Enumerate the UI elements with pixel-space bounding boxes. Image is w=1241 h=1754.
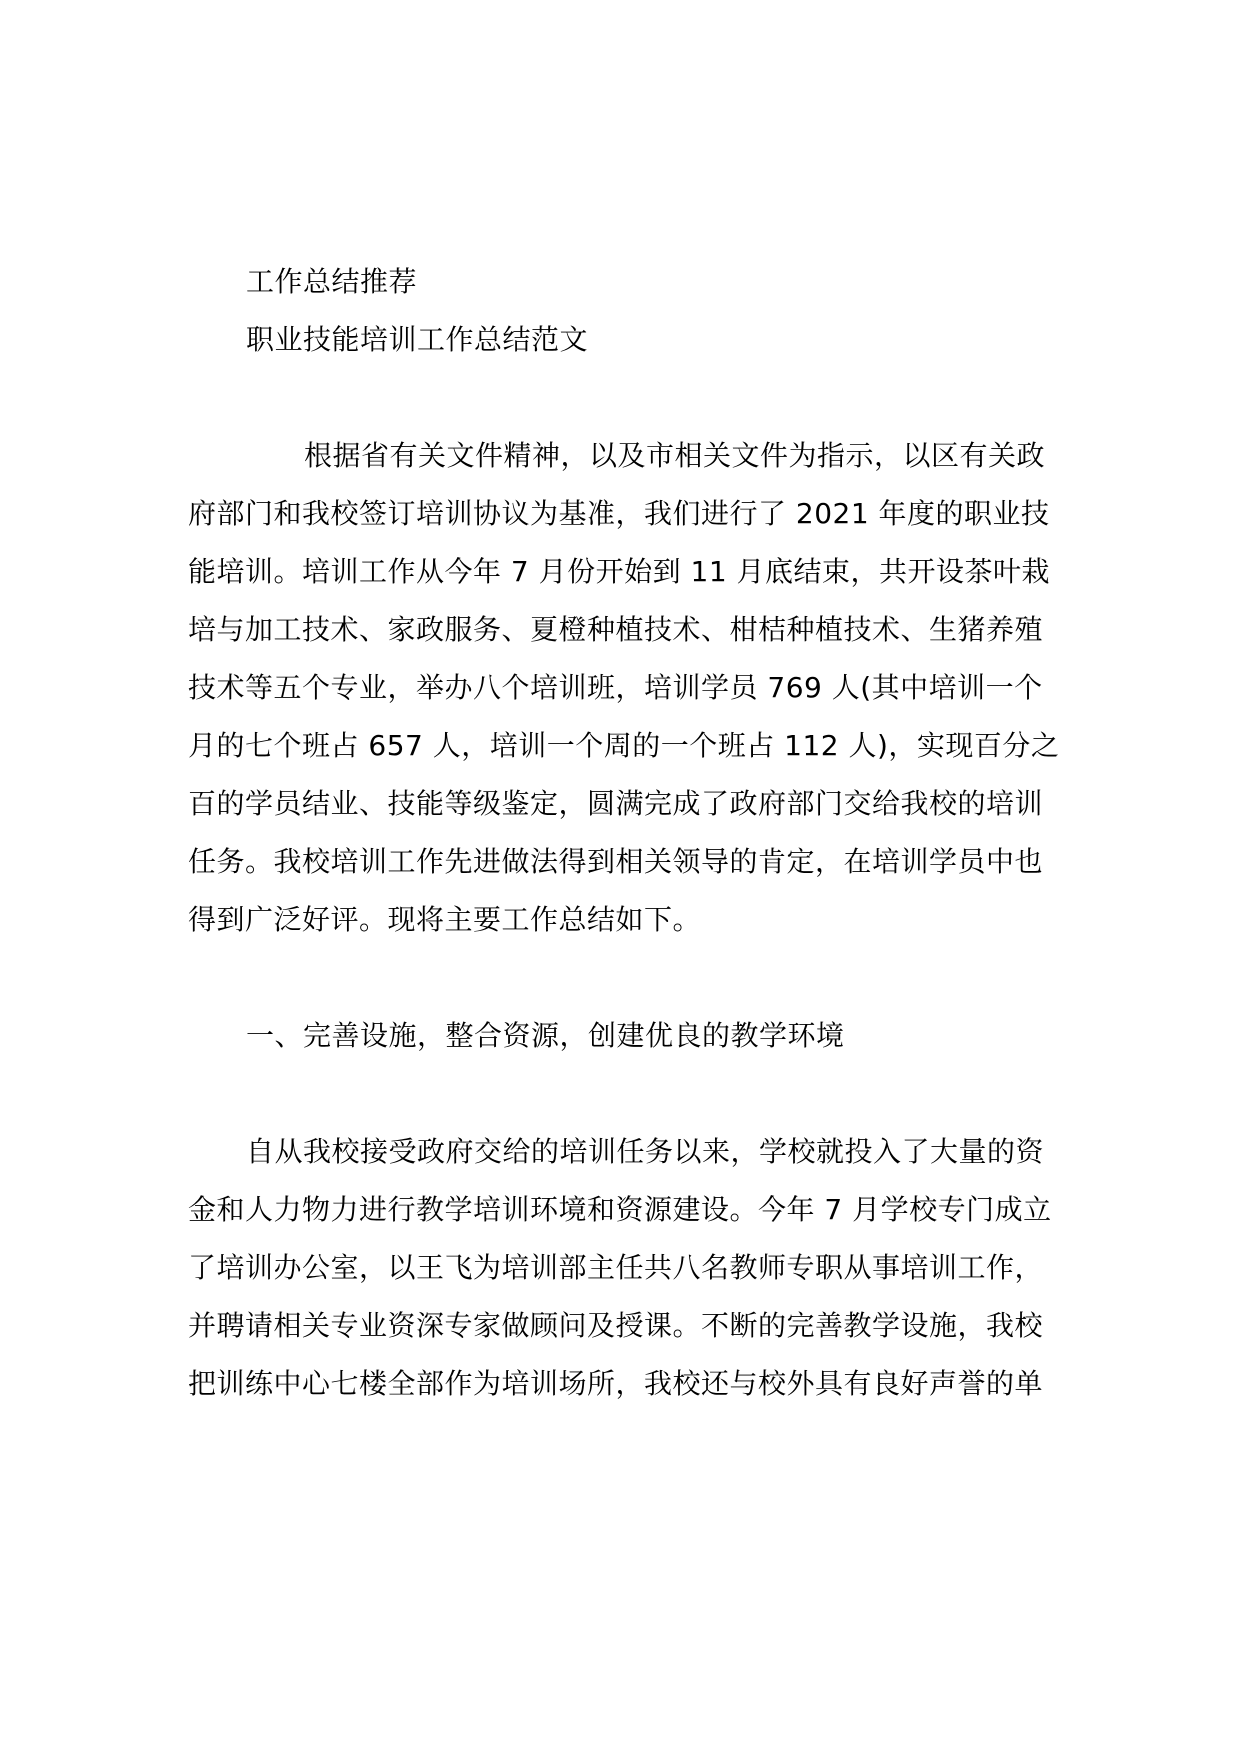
section-paragraph-line: 把训练中心七楼全部作为培训场所，我校还与校外具有良好声誉的单 (188, 1367, 1044, 1400)
intro-paragraph-line: 府部门和我校签订培训协议为基准，我们进行了 2021 年度的职业技 (188, 497, 1050, 530)
document-category-title: 工作总结推荐 (246, 265, 418, 298)
intro-paragraph-line: 得到广泛好评。现将主要工作总结如下。 (188, 903, 702, 936)
document-main-title: 职业技能培训工作总结范文 (246, 323, 589, 356)
section-paragraph-line: 并聘请相关专业资深专家做顾问及授课。不断的完善教学设施，我校 (188, 1309, 1044, 1342)
intro-paragraph-line: 技术等五个专业，举办八个培训班，培训学员 769 人(其中培训一个 (188, 671, 1043, 704)
section-paragraph-line: 了培训办公室，以王飞为培训部主任共八名教师专职从事培训工作， (188, 1251, 1044, 1284)
section-paragraph-line: 金和人力物力进行教学培训环境和资源建设。今年 7 月学校专门成立 (188, 1193, 1052, 1226)
section-paragraph-line: 自从我校接受政府交给的培训任务以来，学校就投入了大量的资 (246, 1135, 1045, 1168)
intro-paragraph-line: 百的学员结业、技能等级鉴定，圆满完成了政府部门交给我校的培训 (188, 787, 1044, 820)
intro-paragraph-line: 任务。我校培训工作先进做法得到相关领导的肯定，在培训学员中也 (188, 845, 1044, 878)
intro-paragraph-line: 能培训。培训工作从今年 7 月份开始到 11 月底结束，共开设茶叶栽 (188, 555, 1051, 588)
intro-paragraph-line: 培与加工技术、家政服务、夏橙种植技术、柑桔种植技术、生猪养殖 (188, 613, 1044, 646)
intro-paragraph-line: 月的七个班占 657 人，培训一个周的一个班占 112 人)，实现百分之 (188, 729, 1060, 762)
intro-paragraph-line: 根据省有关文件精神，以及市相关文件为指示，以区有关政 (304, 439, 1046, 472)
section-heading: 一、完善设施，整合资源，创建优良的教学环境 (246, 1019, 845, 1052)
